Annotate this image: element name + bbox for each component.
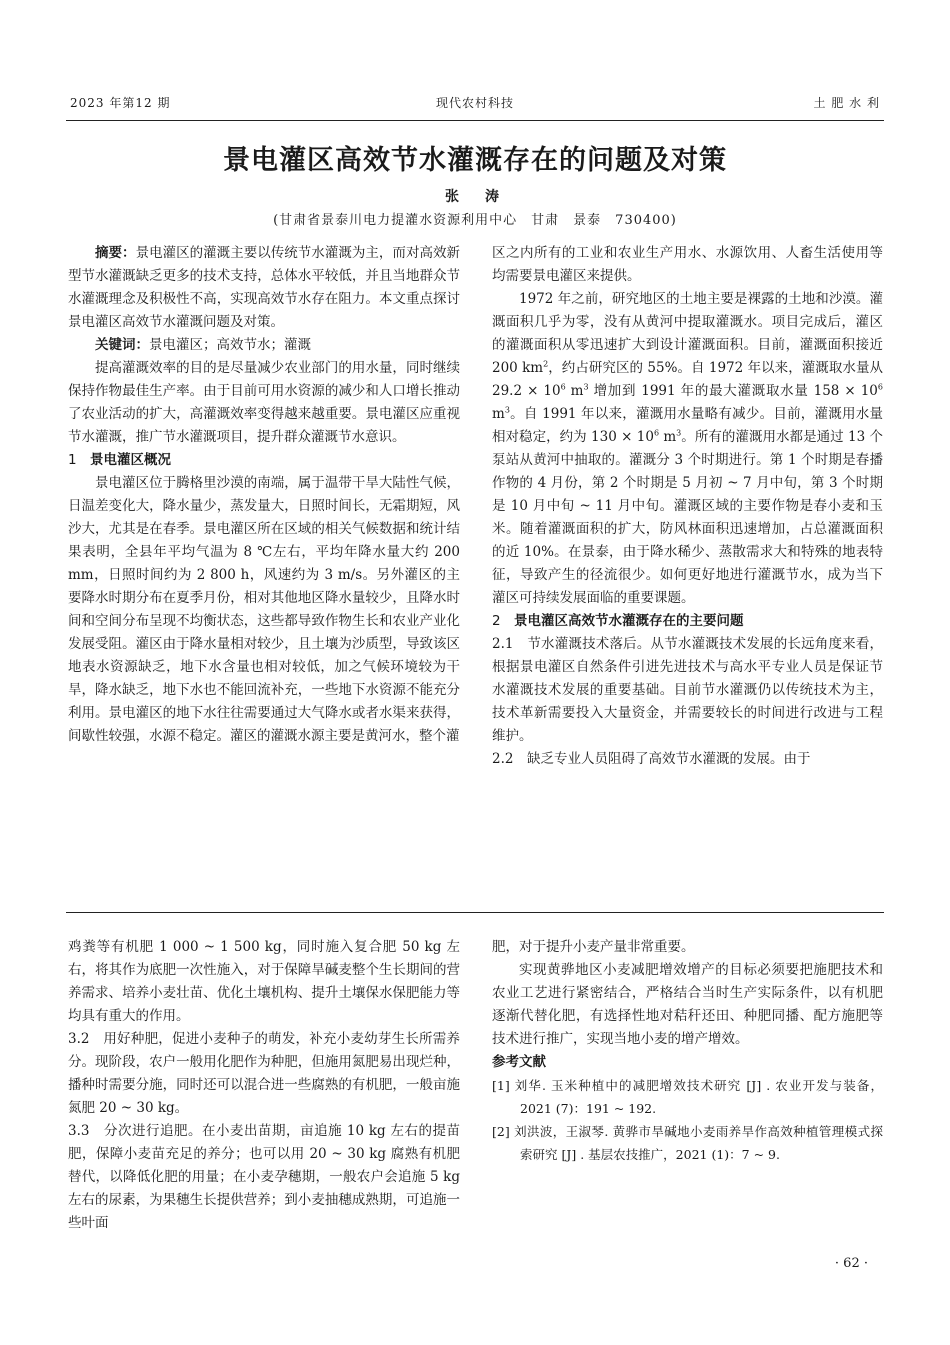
history-text-6: 。自 1991 年以来，灌溉用水量略有减少。目前，灌溉用水量相对稳定，约为 130 × 10 xyxy=(492,406,883,445)
abstract-label: 摘要： xyxy=(95,245,136,261)
section-2-title: 景电灌区高效节水灌溉存在的主要问题 xyxy=(514,613,744,629)
goal-paragraph: 实现黄骅地区小麦减肥增效增产的目标必须要把施肥技术和农业工艺进行紧密结合，严格结合当时生产实际条件，以有机肥逐渐代替化肥，有选择性地对秸秆还田、种肥同播、配方施肥等技术进行推广，实现当地小麦的增产增效。 xyxy=(492,962,883,1047)
references-heading: 参考文献 xyxy=(492,1054,546,1070)
fertilizer-paragraph: 鸡粪等有机肥 1 000 ~ 1 500 kg，同时施入复合肥 50 kg 左右，将其作为底肥一次性施入，对于保障旱碱麦整个生长期间的营养需求、培养小麦壮苗、优化土壤机构、提升土壤保水保肥能力等均具有重大的作用。 xyxy=(68,939,460,1024)
history-paragraph xyxy=(492,288,883,610)
section-3-3-paragraph: 3.3 分次进行追肥。在小麦出苗期，亩追施 10 kg 左右的提苗肥，保障小麦苗充足的养分；也可以用 20 ~ 30 kg 腐熟有机肥替代，以降低化肥的用量；在小麦孕穗期，一般农户会追施 5 kg 左右的尿素，为果穗生长提供营养；到小麦抽穗成熟期，可追施一些叶面 xyxy=(68,1123,460,1231)
article-author: 张 涛 xyxy=(445,189,505,205)
references-list xyxy=(492,1074,883,1166)
history-text-8: 。所有的灌溉用水都是通过 13 个泵站从黄河中抽取的。灌溉分 3 个时期进行。第 1 个时期是春播作物的 4 月份，第 2 个时期是 5 月初 ~ 7 月中旬，第 3 个时期是 10 月中旬 ~ 11 月中旬。灌溉区域的主要作物是春小麦和玉米。随着灌溉面积的扩大，防风林面积迅速增加，占总灌溉面积的近 10%。在景泰，由于降水稀少、蒸散需求大和特殊的地表特征，导致产生的径流很少。如何更好地进行灌溉节水，成为当下灌区可持续发展面临的重要课题。 xyxy=(492,429,883,606)
section-2-number: 2 xyxy=(492,613,501,629)
continued-paragraph: 肥，对于提升小麦产量非常重要。 xyxy=(492,939,695,955)
left-column xyxy=(68,242,460,748)
intro-paragraph: 提高灌溉效率的目的是尽量减少农业部门的用水量，同时继续保持作物最佳生产率。由于目前可用水资源的减少和人口增长推动了农业活动的扩大，高灌溉效率变得越来越重要。景电灌区应重视节水灌溉，推广节水灌溉项目，提升群众灌溉节水意识。 xyxy=(68,360,460,445)
superscript: 2 xyxy=(543,359,549,369)
superscript: 3 xyxy=(676,428,682,438)
article-separator-rule xyxy=(66,912,884,913)
lower-left-column xyxy=(68,936,460,1235)
history-text-1: 1972 年之前，研究地区的土地主要是裸露的土地和沙漠。灌溉面积几乎为零，没有从黄河中提取灌溉水。项目完成后，灌区的灌溉面积从零迅速扩大到设计灌溉面积。目前，灌溉面积接近 200 km xyxy=(492,291,883,376)
section-2-1-paragraph: 2.1 节水灌溉技术落后。从节水灌溉技术发展的长远角度来看，根据景电灌区自然条件引进先进技术与高水平专业人员是保证节水灌溉技术发展的重要基础。目前节水灌溉仍以传统技术为主，技术革新需要投入大量资金，并需要较长的时间进行改进与工程维护。 xyxy=(492,636,883,744)
abstract xyxy=(68,242,460,334)
history-text-4: 增加到 1991 年的最大灌溉取水量 158 × 10 xyxy=(588,383,878,399)
history-text-7: m xyxy=(659,429,677,445)
superscript: 3 xyxy=(504,405,510,415)
section-3-2-paragraph: 3.2 用好种肥，促进小麦种子的萌发，补充小麦幼芽生长所需养分。现阶段，农户一般用化肥作为种肥，但施用氮肥易出现烂种，播种时需要分施，同时还可以混合进一些腐熟的有机肥，一般亩施氮肥 20 ~ 30 kg。 xyxy=(68,1031,460,1116)
keywords xyxy=(68,334,460,357)
continued-paragraph: 区之内所有的工业和农业生产用水、水源饮用、人畜生活使用等均需要景电灌区来提供。 xyxy=(492,245,883,284)
history-text-5: m xyxy=(492,406,505,422)
running-header xyxy=(70,94,880,114)
issue-label: 2023 年第12 期 xyxy=(70,96,171,110)
article-affiliation: (甘肃省景泰川电力提灌水资源利用中心 甘肃 景泰 730400) xyxy=(273,213,677,228)
superscript: 6 xyxy=(560,382,566,392)
keywords-text: 景电灌区；高效节水；灌溉 xyxy=(149,337,311,353)
history-text-2: ，约占研究区的 55%。自 1972 年以来，灌溉取水量从 29.2 × 10 xyxy=(492,360,883,399)
section-2-heading xyxy=(492,610,883,633)
abstract-text: 景电灌区的灌溉主要以传统节水灌溉为主，而对高效新型节水灌溉缺乏更多的技术支持，总体水平较低，并且当地群众节水灌溉理念及积极性不高，实现高效节水存在阻力。本文重点探讨景电灌区高效节水灌溉问题及对策。 xyxy=(68,245,461,330)
reference-item: [1] 刘华. 玉米种植中的减肥增效技术研究 [J] . 农业开发与装备，2021 (7)：191 ~ 192. xyxy=(492,1078,883,1116)
page-number: · 62 · xyxy=(834,1256,868,1271)
article-title: 景电灌区高效节水灌溉存在的问题及对策 xyxy=(223,145,727,176)
section-2-2-paragraph: 2.2 缺乏专业人员阻碍了高效节水灌溉的发展。由于 xyxy=(492,751,811,767)
right-column xyxy=(492,242,883,771)
superscript: 6 xyxy=(877,382,883,392)
keywords-label: 关键词： xyxy=(95,337,149,353)
section-1-number: 1 xyxy=(68,452,77,468)
header-rule xyxy=(66,120,884,121)
superscript: 6 xyxy=(653,428,660,438)
lower-right-column xyxy=(492,936,883,1166)
section-label: 土 肥 水 利 xyxy=(813,96,880,110)
section-1-heading xyxy=(68,449,460,472)
history-text-3: m xyxy=(565,383,584,399)
journal-name: 现代农村科技 xyxy=(435,96,514,110)
section-1-paragraph: 景电灌区位于腾格里沙漠的南端，属于温带干旱大陆性气候，日温差变化大，降水量少，蒸发量大，日照时间长，无霜期短，风沙大，尤其是在春季。景电灌区所在区域的相关气候数据和统计结果表明，全县年平均气温为 8 ℃左右，平均年降水量大约 200 mm，日照时间约为 2 800 h，风速约为 3 m/s。另外灌区的主要降水时期分布在夏季月份，相对其他地区降水量较少，且降水时间和空间分布呈现不均衡状态，这些都导致作物生长和农业产业化发展受阻。灌区由于降水量相对较少，且土壤为沙质型，导致该区地表水资源缺乏，地下水含量也相对较低，加之气候环境较为干旱，降水缺乏，地下水也不能回流补充，一些地下水资源不能充分利用。景电灌区的地下水往往需要通过大气降水或者水渠来获得，间歇性较强，水源不稳定。灌区的灌溉水源主要是黄河水，整个灌 xyxy=(68,475,460,744)
section-1-title: 景电灌区概况 xyxy=(90,452,171,468)
superscript: 3 xyxy=(583,382,589,392)
reference-item: [2] 刘洪波，王淑琴. 黄骅市旱碱地小麦雨养旱作高效种植管理模式探索研究 [J] . 基层农技推广，2021 (1)：7 ~ 9. xyxy=(492,1124,883,1162)
